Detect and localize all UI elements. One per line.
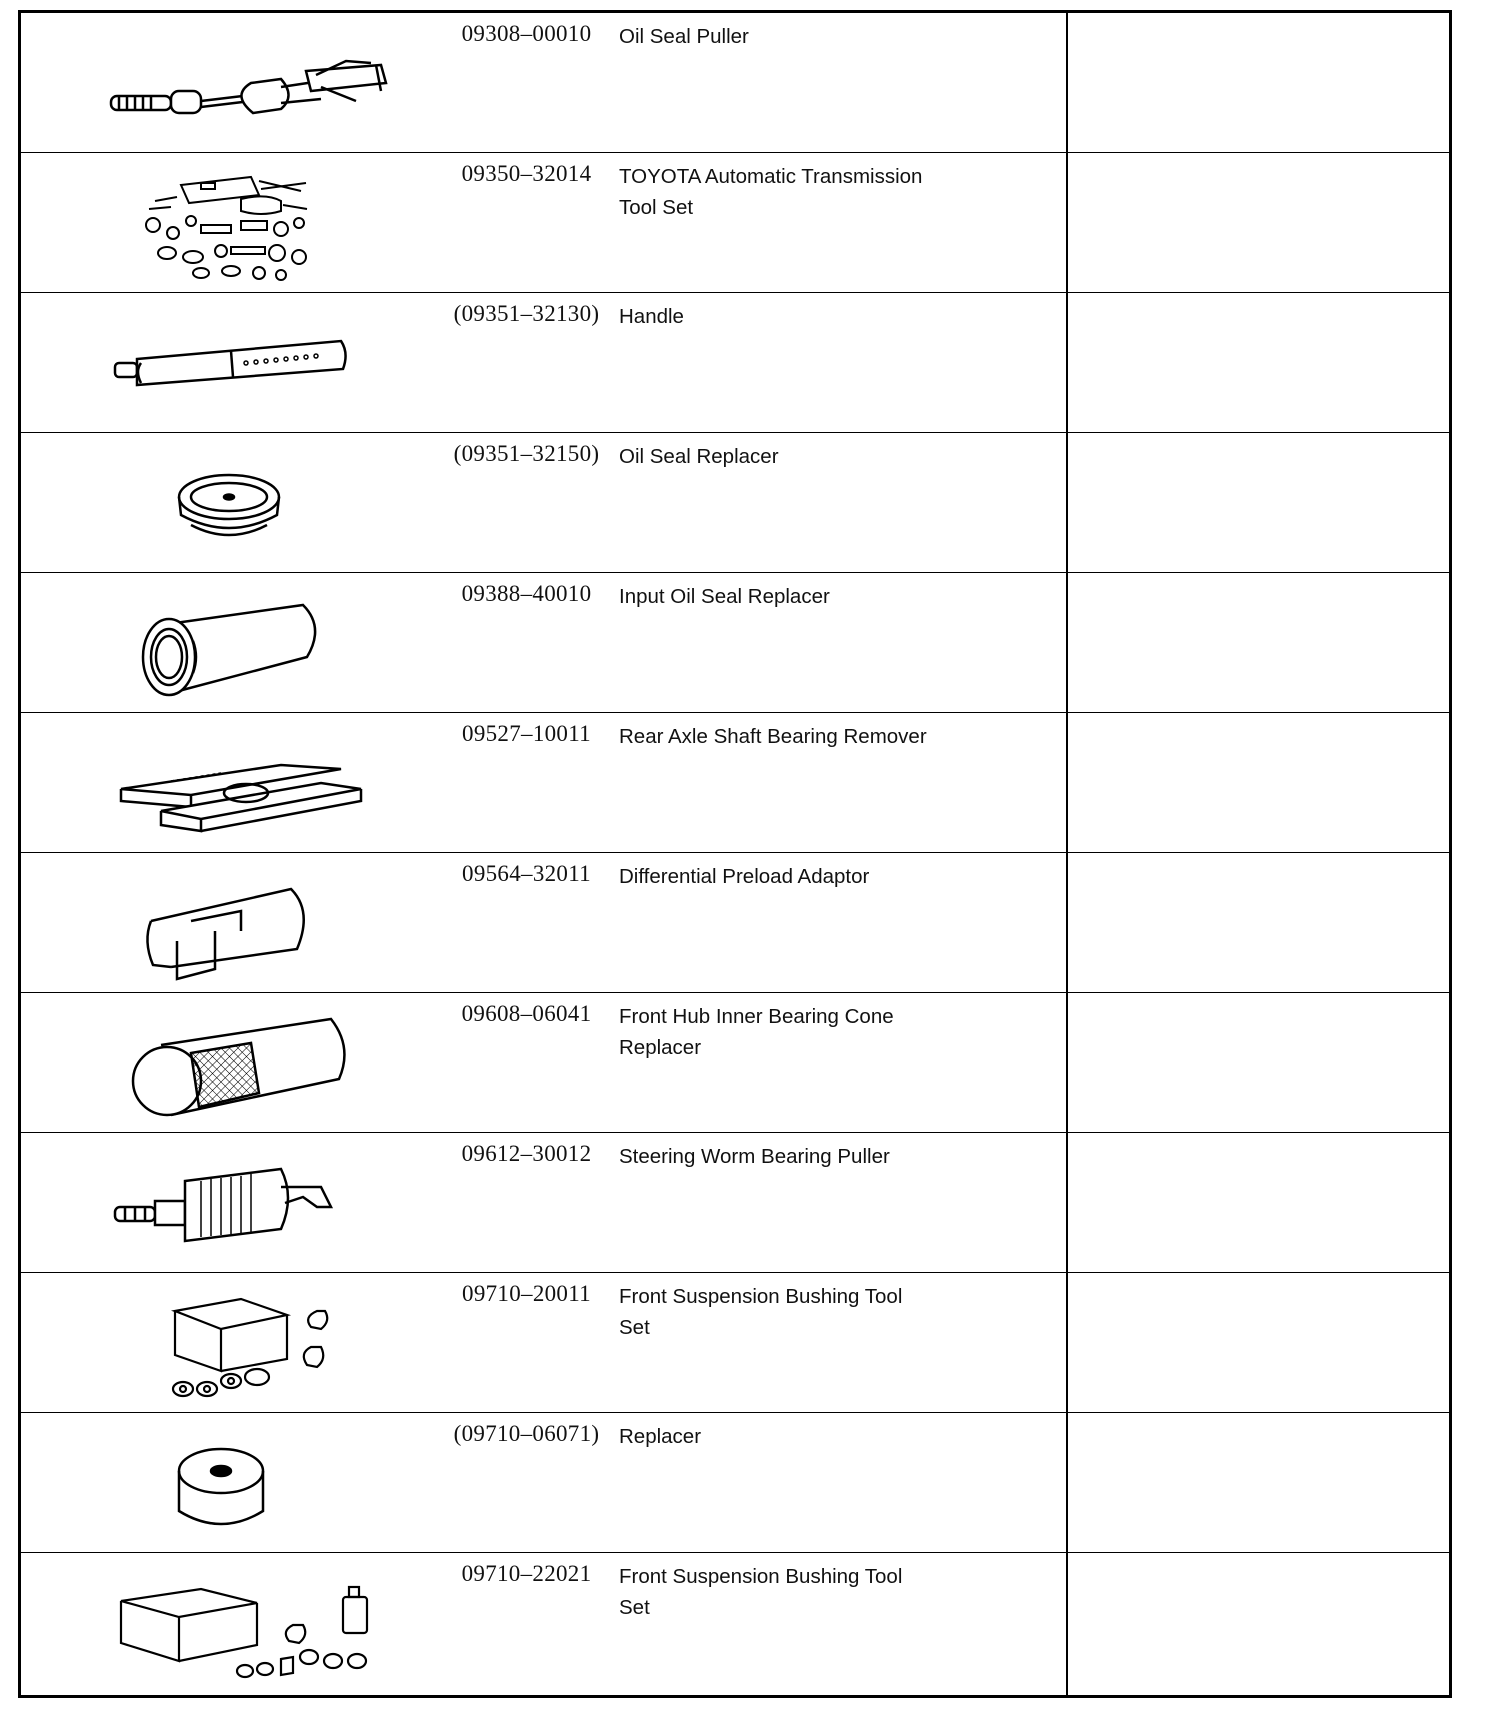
table-row: [21, 293, 1449, 433]
table-row: [21, 153, 1449, 293]
bushing-tool-set-icon: [81, 1281, 401, 1405]
part-number: 09564–32011: [462, 861, 591, 886]
part-number: (09351–32150): [453, 441, 600, 466]
column-divider: [1066, 853, 1068, 992]
column-divider: [1066, 1133, 1068, 1272]
part-name: Replacer: [619, 1425, 702, 1448]
preload-adaptor-icon: [81, 861, 401, 985]
table-row: [21, 1413, 1449, 1553]
part-name: Front Suspension Bushing Tool Set: [619, 1285, 903, 1339]
column-divider: [1066, 1553, 1068, 1698]
table-row: [21, 1133, 1449, 1273]
table-row: [21, 713, 1449, 853]
column-divider: [1066, 433, 1068, 572]
column-divider: [1066, 1413, 1068, 1552]
tool-set-icon: [81, 161, 401, 285]
part-number: 09527–10011: [462, 721, 591, 746]
part-number: 09608–06041: [461, 1001, 592, 1026]
part-name: Oil Seal Replacer: [619, 445, 779, 468]
table-row: [21, 993, 1449, 1133]
part-name: Oil Seal Puller: [619, 25, 749, 48]
part-name: Front Suspension Bushing Tool Set: [619, 1565, 903, 1619]
part-number: 09710–20011: [462, 1281, 591, 1306]
special-service-tools-table: [18, 10, 1452, 1698]
table-row: [21, 13, 1449, 153]
table-row: [21, 1273, 1449, 1413]
part-number: 09388–40010: [461, 581, 592, 606]
part-number: 09350–32014: [461, 161, 592, 186]
part-name: TOYOTA Automatic Transmission Tool Set: [619, 165, 923, 219]
table-row: [21, 573, 1449, 713]
part-name: Handle: [619, 305, 684, 328]
column-divider: [1066, 1273, 1068, 1412]
column-divider: [1066, 293, 1068, 432]
part-number: (09710–06071): [453, 1421, 600, 1446]
bushing-tool-set-icon: [81, 1561, 401, 1685]
column-divider: [1066, 13, 1068, 152]
table-row: [21, 433, 1449, 573]
column-divider: [1066, 573, 1068, 712]
part-name: Input Oil Seal Replacer: [619, 585, 830, 608]
bearing-remover-plates-icon: [81, 721, 401, 845]
column-divider: [1066, 713, 1068, 852]
part-number: 09308–00010: [461, 21, 592, 46]
part-number: (09351–32130): [453, 301, 600, 326]
column-divider: [1066, 993, 1068, 1132]
handle-icon: [81, 301, 401, 425]
part-number: 09612–30012: [461, 1141, 592, 1166]
replacer-icon: [81, 1421, 401, 1545]
part-name: Steering Worm Bearing Puller: [619, 1145, 890, 1168]
input-oil-seal-replacer-icon: [81, 581, 401, 705]
part-name: Rear Axle Shaft Bearing Remover: [619, 725, 927, 748]
column-divider: [1066, 153, 1068, 292]
part-number: 09710–22021: [461, 1561, 592, 1586]
bearing-cone-replacer-icon: [81, 1001, 401, 1125]
bearing-puller-icon: [81, 1141, 401, 1265]
table-row: [21, 853, 1449, 993]
table-row: [21, 1553, 1449, 1698]
part-name: Differential Preload Adaptor: [619, 865, 870, 888]
oil-seal-puller-icon: [81, 21, 401, 145]
part-name: Front Hub Inner Bearing Cone Replacer: [619, 1005, 894, 1059]
oil-seal-replacer-icon: [81, 441, 401, 565]
